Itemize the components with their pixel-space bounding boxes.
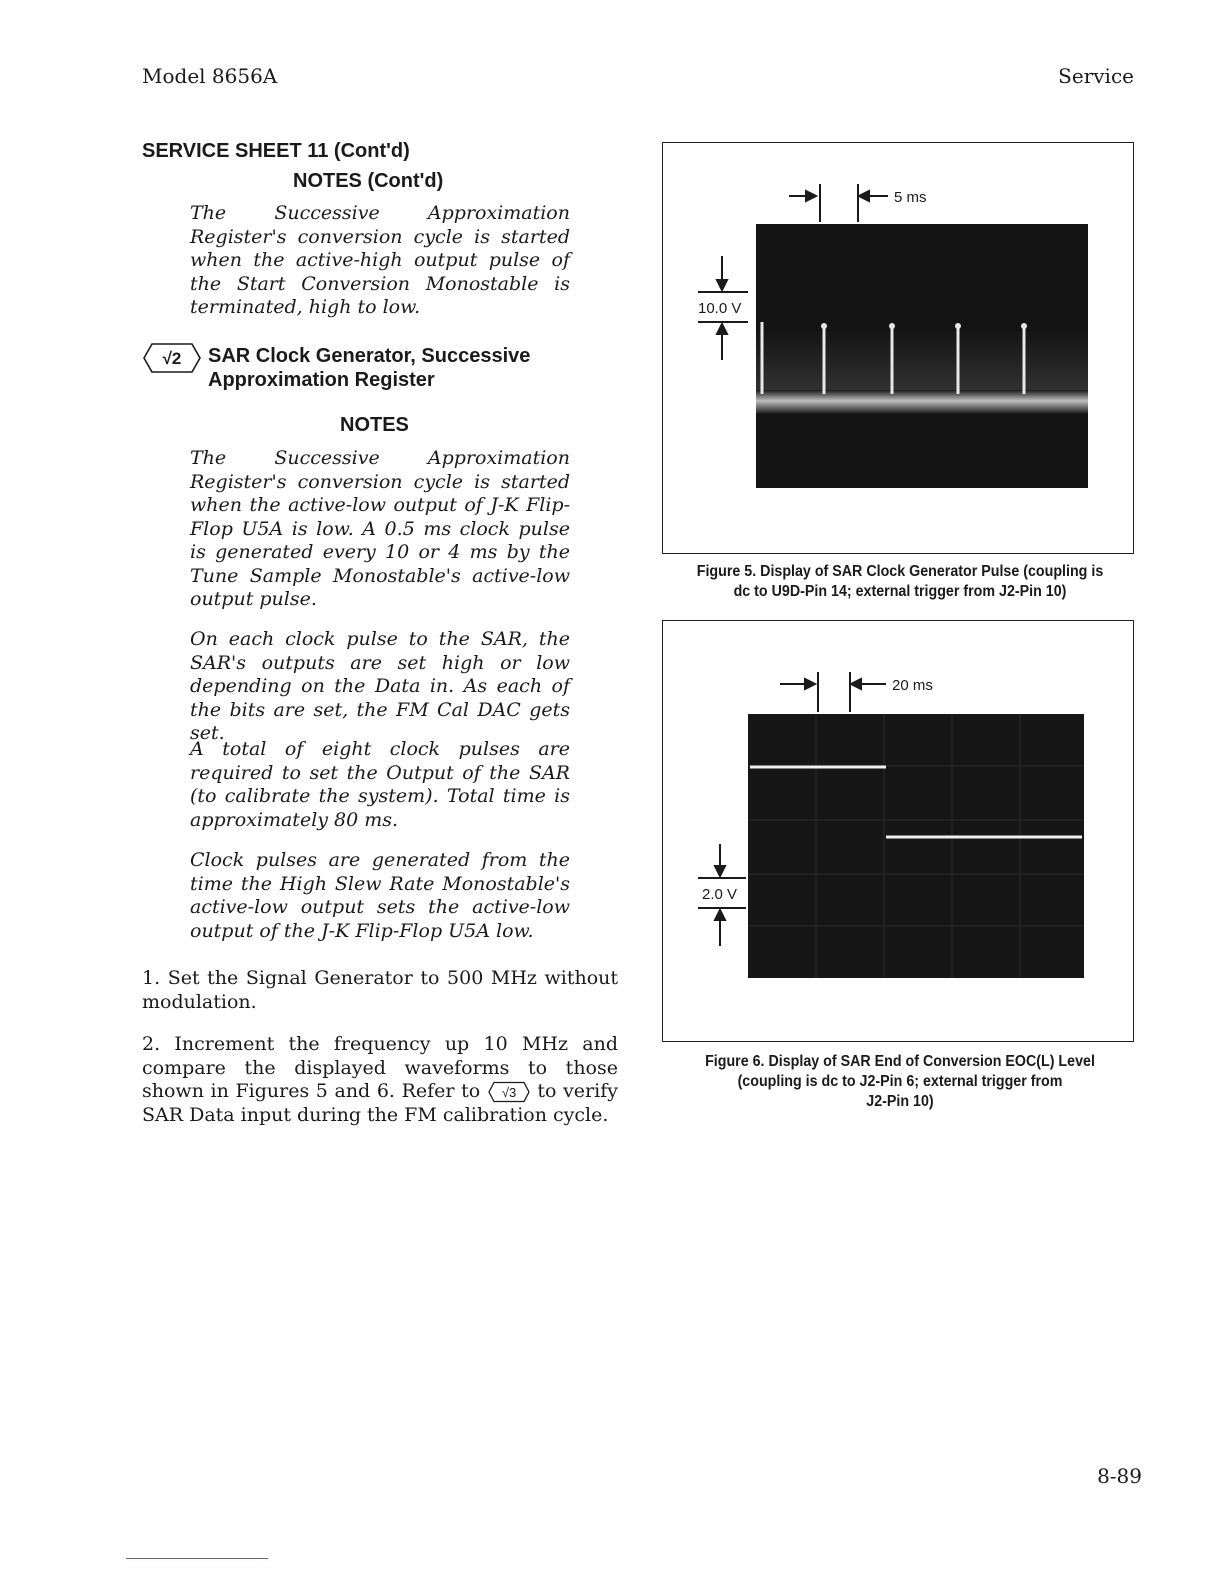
- notes-heading: NOTES: [340, 414, 409, 436]
- note-intro: The Successive Approximation Register's conversion cycle is started when the active-high output pulse of the Start Conversion Monostable is terminated, high to low.: [190, 202, 570, 318]
- page-number: 8-89: [1097, 1464, 1142, 1488]
- note-paragraph: A total of eight clock pulses are required to set the Output of the SAR (to calibrate the system). Total time is approximately 80 ms.: [190, 738, 570, 831]
- section-title-line1: SAR Clock Generator, Successive: [208, 345, 531, 367]
- figure-5-pulse-tip: [889, 323, 895, 329]
- figure-6-time-label: 20 ms: [892, 677, 933, 694]
- section-title: [208, 344, 530, 392]
- figure-5-time-marker-icon: [789, 184, 888, 222]
- step-2: [142, 1033, 618, 1127]
- figure-5-pulse-tip: [955, 323, 961, 329]
- service-key-badge-icon: [487, 1081, 531, 1103]
- figure-6-caption-line: (coupling is dc to J2-Pin 6; external trigger from: [737, 1073, 1063, 1090]
- notes-cont-heading: NOTES (Cont'd): [293, 170, 444, 192]
- figure-5-caption: [670, 562, 1130, 602]
- figure-6-caption-line: J2-Pin 10): [866, 1093, 934, 1110]
- header-model: Model 8656A: [142, 64, 278, 88]
- section-badge-text: √2: [162, 349, 182, 368]
- figure-6-caption-line: Figure 6. Display of SAR End of Conversion EOC(L) Level: [705, 1053, 1095, 1070]
- figure-5-caption-line: Figure 5. Display of SAR Clock Generator Pulse (coupling is: [696, 563, 1104, 580]
- section-title-line2: Approximation Register: [208, 369, 435, 391]
- step-1: 1. Set the Signal Generator to 500 MHz without modulation.: [142, 967, 618, 1013]
- figure-5-volt-label: 10.0 V: [698, 300, 742, 317]
- figure-6-time-marker-icon: [780, 672, 886, 712]
- note-paragraph: On each clock pulse to the SAR, the SAR's outputs are set high or low depending on the Data in. As each of the bits are set, the FM Cal DAC gets set.: [190, 628, 570, 744]
- figure-6-volt-label: 2.0 V: [702, 886, 738, 903]
- figure-6-screen: [748, 714, 1084, 978]
- footer-rule: [126, 1558, 268, 1559]
- step-2-text-post: to verify SAR Data input during the FM calibration cycle.: [142, 1080, 618, 1126]
- section-heading: [142, 342, 530, 392]
- figure-5-caption-line: dc to U9D-Pin 14; external trigger from J2-Pin 10): [733, 583, 1067, 600]
- figure-5-time-label: 5 ms: [894, 189, 927, 206]
- figure-5-pulse-tip: [1021, 323, 1027, 329]
- figure-5-oscilloscope: [662, 142, 1134, 554]
- sheet-title: SERVICE SHEET 11 (Cont'd): [142, 140, 410, 162]
- figure-5-baseline-trace: [756, 390, 1088, 414]
- step-2-text-pre: 2. Increment the frequency up 10 MHz and compare the displayed waveforms to those shown in Figures 5 and 6. Refer to: [142, 1033, 618, 1102]
- figure-6-oscilloscope: [662, 620, 1134, 1042]
- figure-6-caption: [670, 1052, 1130, 1112]
- figure-5-pulse-tip: [821, 323, 827, 329]
- note-paragraph: The Successive Approximation Register's conversion cycle is started when the active-low output of J-K Flip-Flop U5A is low. A 0.5 ms clock pulse is generated every 10 or 4 ms by the Tune Sample Monostable's active-low output pulse.: [190, 447, 570, 610]
- header-section: Service: [1058, 64, 1134, 88]
- service-key-badge-icon: [142, 342, 202, 374]
- step-2-badge-text: √3: [501, 1085, 516, 1100]
- note-paragraph: Clock pulses are generated from the time the High Slew Rate Monostable's active-low output sets the active-low output of the J-K Flip-Flop U5A low.: [190, 849, 570, 942]
